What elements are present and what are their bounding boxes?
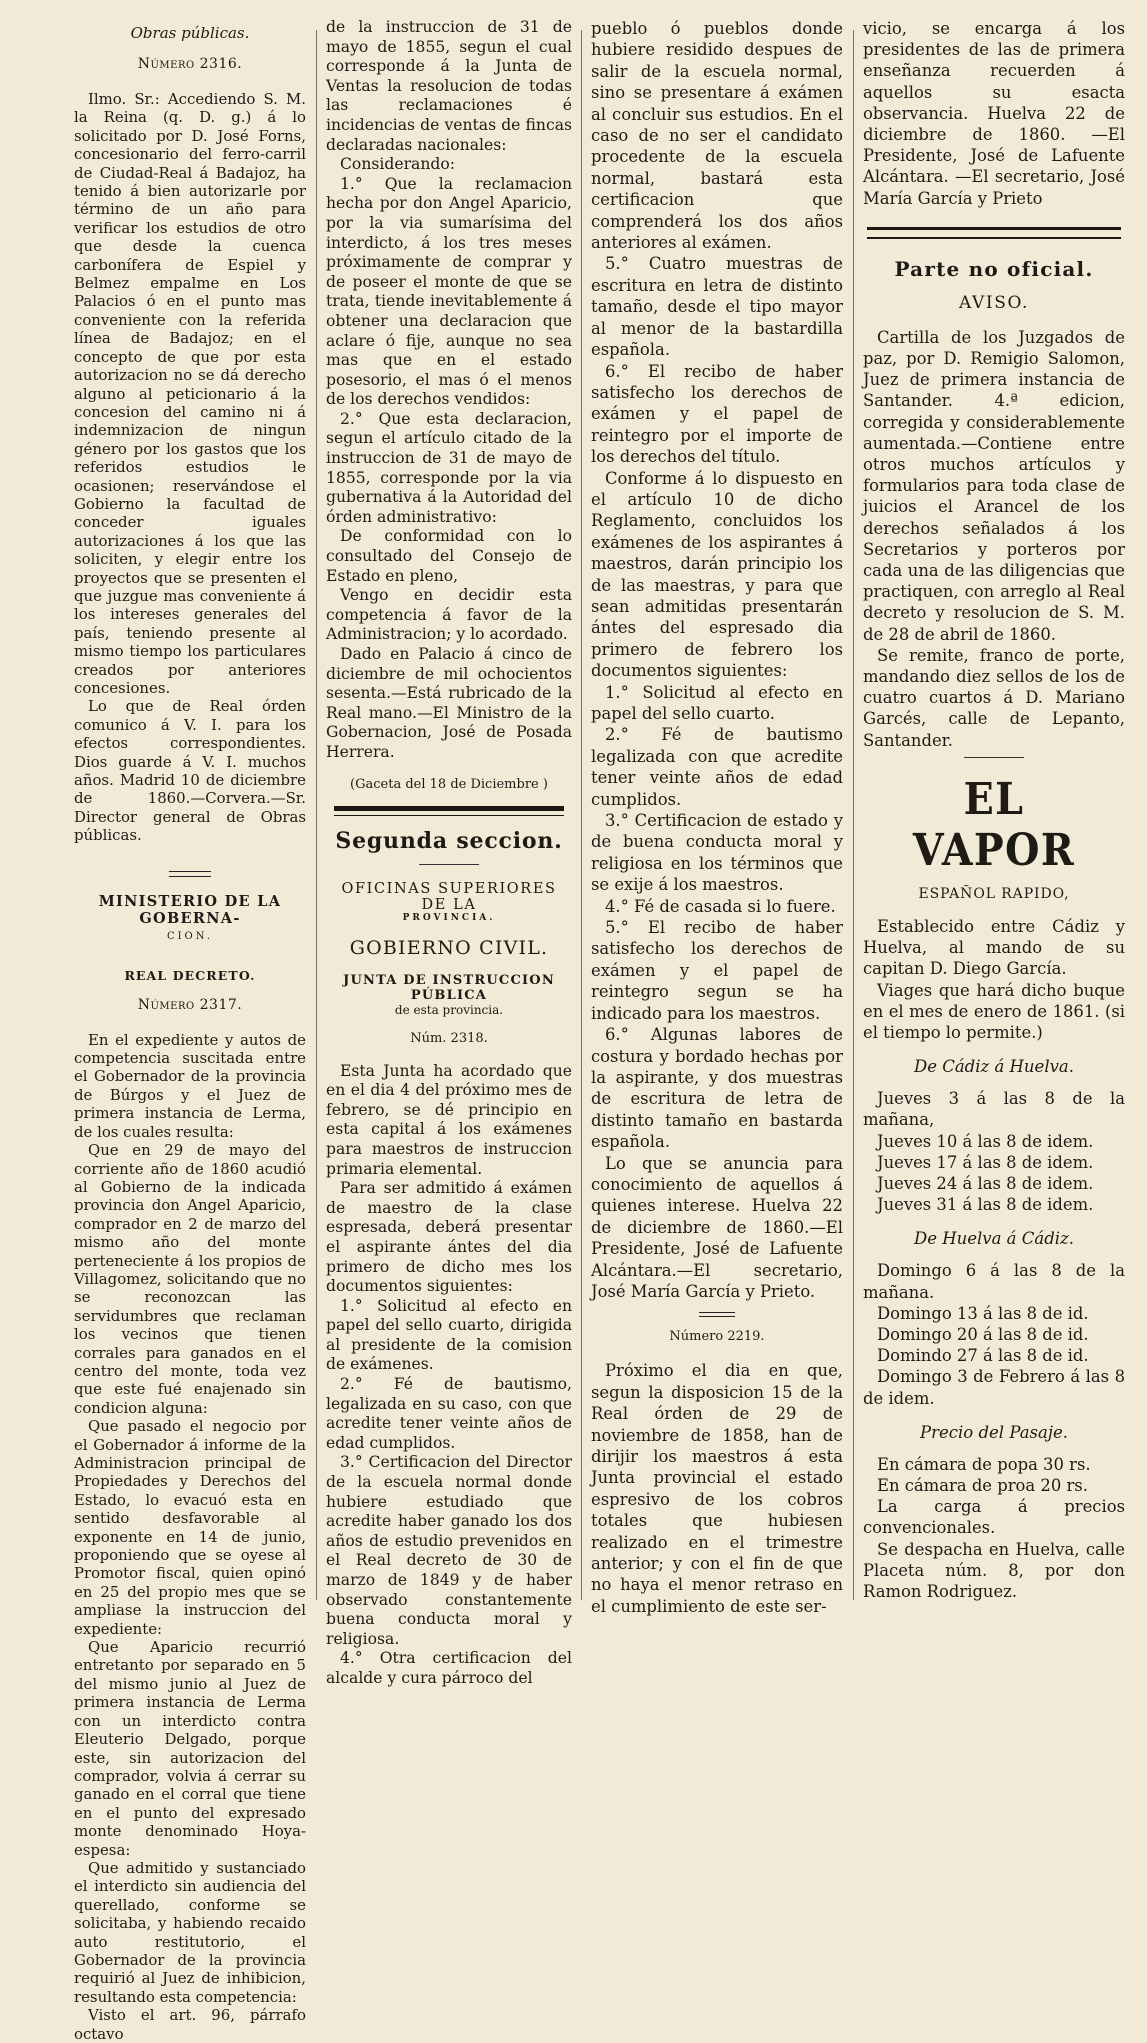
ministry-heading: MINISTERIO DE LA GOBERNA-	[98, 892, 282, 927]
decree-heading: REAL DECRETO.	[124, 967, 256, 983]
paragraph: Dado en Palacio á cinco de diciembre de mil ochocientos sesenta.—Está rubricado de la Real mano.—El Ministro de la Gobernacion, José de Posada Herrera.	[326, 645, 572, 761]
paragraph: Ilmo. Sr.: Accediendo S. M. la Reina (q. D. g.) á lo solicitado por D. José Forns, concesionario del ferro-carril de Ciudad-Real á Badajoz, ha tenido á bien autorizarle por término de un año para verificar los estudios de otro que desde la cuenca carbonífera de Espiel y Belmez empalme en Los Palacios ó en el punto mas conveniente con la referida línea de Badajoz; en el concepto de que por esta autorizacion no se dá derecho alguno al peticionario á la concesion del camino ni á indemnizacion de ningun género por los gastos que los referidos estudios le ocasionen; reservándose el Gobierno la facultad de conceder iguales autorizaciones á los que las soliciten, y elegir entre los proyectos que se presenten el que juzgue mas conveniente á los intereses generales del país, teniendo presente al mismo tiempo los particulares creados por anteriores concesiones.	[74, 90, 306, 697]
paragraph: Visto el art. 96, párrafo octavo	[74, 2006, 306, 2043]
paragraph: Lo que se anuncia para conocimiento de aquellos á quienes interese. Huelva 22 de diciembre de 1860.—El Presidente, José de Lafuente Alcántara.—El secretario, José María García y Prieto.	[591, 1153, 843, 1301]
paragraph: 5.° Cuatro muestras de escritura en letra de distinto tamaño, desde el tipo mayor al menor de la bastardilla española.	[591, 254, 843, 360]
section-title: Obras públicas.	[130, 24, 250, 42]
paragraph: 5.° El recibo de haber satisfecho los derechos de exámen y el papel de reintegro segun se ha indicado para los maestros.	[591, 918, 843, 1023]
notice-number: Número 2219.	[669, 1329, 765, 1345]
paragraph: 6.° Algunas labores de costura y bordado hechas por la aspirante, y dos muestras de escritura de letra de distinto tamaño en bastarda española.	[591, 1025, 843, 1152]
paragraph: Que en 29 de mayo del corriente año de 1860 acudió al Gobierno de la indicada provincia don Angel Aparicio, comprador en 2 de marzo del mismo año del monte perteneciente á los propios de Villagomez, solicitando que no se reconozcan las servidumbres que reclaman los vecinos que tienen corrales para ganados en el centro del monte, toda vez que este fué enajenado sin condicion alguna:	[74, 1141, 306, 1417]
vapor-heading: EL VAPOR	[912, 773, 1076, 876]
gaceta-reference: (Gaceta del 18 de Diciembre )	[350, 776, 548, 792]
vapor-subheading: ESPAÑOL RAPIDO,	[918, 885, 1070, 902]
schedule-line: Domingo 20 á las 8 de id.	[877, 1324, 1089, 1344]
paragraph: Para ser admitido á exámen de maestro de la clase espresada, deberá presentar el aspirante ántes del dia primero de dicho mes los documentos siguientes:	[326, 1179, 572, 1296]
section-heading: Parte no oficial.	[894, 256, 1094, 281]
paragraph: Considerando:	[340, 155, 455, 174]
notice-number: Núm. 2318.	[410, 1030, 488, 1046]
paragraph: Vengo en decidir esta competencia á favor de la Administracion; y lo acordado.	[326, 586, 572, 644]
offices-heading: OFICINAS SUPERIORES DE LA	[341, 880, 557, 913]
paragraph: Que Aparicio recurrió entretanto por separado en 5 del mismo junio al Juez de primera instancia de Lerma con un interdicto contra Eleuterio Delgado, porque este, sin autorizacion del comprador, volvia á cerrar su ganado en el corral que tiene en el punto del expresado monte denominado Hoya-espesa:	[74, 1638, 306, 1859]
offices-heading-cont: PROVINCIA.	[402, 912, 496, 923]
paragraph: Próximo el dia en que, segun la disposicion 15 de la Real órden de 29 de noviembre de 1858, han de dirijir los maestros á esta Junta provincial el estado espresivo de los cobros totales que hubiesen realizado en el trimestre anterior; y con el fin de que no haya el menor retraso en el cumplimiento de este ser-	[591, 1361, 843, 1616]
junta-subheading: de esta provincia.	[394, 1002, 504, 1017]
short-rule	[419, 864, 479, 865]
paragraph: Cartilla de los Juzgados de paz, por D. Remigio Salomon, Juez de primera instancia de Santander. 4.ª edicion, corregida y considerablemente aumentada.—Contiene entre otros muchos artículos y formularios para toda clase de juicios el Arancel de los derechos señalados á los Secretarios y porteros por cada una de las diligencias que practiquen, con arreglo al Real decreto y resolucion de S. M. de 28 de abril de 1860.	[863, 327, 1125, 644]
paragraph: En el expediente y autos de competencia suscitada entre el Gobernador de la provincia de Búrgos y el Juez de primera instancia de Lerma, de los cuales resulta:	[74, 1030, 306, 1141]
column-2	[326, 18, 572, 1687]
route-heading: De Cádiz á Huelva.	[913, 1057, 1075, 1077]
paragraph: 1.° Que la reclamacion hecha por don Angel Aparicio, por la via sumarísima del interdicto, á los tres meses próximamente de comprar y de poseer el monte de que se trata, tiende inevitablemente á obtener una declaracion que aclare ó fije, aunque no sea mas que en el estado posesorio, el mas ó el menos de los derechos vendidos:	[326, 174, 572, 409]
paragraph: 2.° Fé de bautismo legalizada con que acredite tener veinte años de edad cumplidos.	[591, 725, 843, 809]
schedule-line: Domingo 13 á las 8 de id.	[877, 1303, 1089, 1323]
thin-rule	[334, 815, 564, 816]
gobierno-heading: GOBIERNO CIVIL.	[349, 936, 549, 959]
paragraph: Se remite, franco de porte, mandando diez sellos de los de cuatro cuartos á D. Mariano Garcés, calle de Lepanto, Santander.	[863, 645, 1125, 750]
notice-number: Número 2317.	[137, 996, 243, 1013]
paragraph: Se despacha en Huelva, calle Placeta núm. 8, por don Ramon Rodriguez.	[863, 1539, 1125, 1601]
schedule-line: Jueves 17 á las 8 de idem.	[877, 1152, 1094, 1172]
column-1	[74, 18, 306, 2043]
column-3	[591, 18, 843, 1616]
paragraph: 1.° Solicitud al efecto en papel del sello cuarto, dirigida al presidente de la comision de exámenes.	[326, 1296, 572, 1374]
paragraph: De conformidad con lo consultado del Consejo de Estado en pleno,	[326, 527, 572, 585]
ornament-divider	[169, 871, 211, 877]
paragraph: 4.° Otra certificacion del alcalde y cura párroco del	[326, 1649, 572, 1687]
paragraph: 6.° El recibo de haber satisfecho los derechos de exámen y el papel de reintegro por el importe de los derechos del título.	[591, 361, 843, 467]
aviso-heading: AVISO.	[958, 292, 1029, 313]
short-rule	[964, 757, 1024, 758]
route-heading: De Huelva á Cádiz.	[913, 1229, 1075, 1249]
paragraph: Lo que de Real órden comunico á V. I. para los efectos correspondientes. Dios guarde á V. I. muchos años. Madrid 10 de diciembre de 1860.—Corvera.—Sr. Director general de Obras públicas.	[74, 697, 306, 845]
junta-heading: JUNTA DE INSTRUCCION PÚBLICA	[343, 972, 555, 1003]
column-rule	[581, 30, 582, 1600]
schedule-line: Domingo 3 de Febrero á las 8 de idem.	[863, 1367, 1125, 1408]
paragraph: Que pasado el negocio por el Gobernador á informe de la Administracion principal de Propiedades y Derechos del Estado, lo evacuó esta en sentido desfavorable al exponente en 14 de junio, proponiendo que se oyese al Promotor fiscal, quien opinó en 25 del propio mes que se ampliase la instruccion del expediente:	[74, 1417, 306, 1638]
paragraph: 1.° Solicitud al efecto en papel del sello cuarto.	[591, 682, 843, 723]
paragraph: 2.° Fé de bautismo, legalizada en su caso, con que acredite tener veinte años de edad cumplidos.	[326, 1375, 572, 1452]
paragraph: 3.° Certificacion de estado y de buena conducta moral y religiosa en los términos que se exije á los maestros.	[591, 811, 843, 895]
column-rule	[316, 30, 317, 1600]
schedule-line: Jueves 24 á las 8 de idem.	[877, 1173, 1094, 1193]
paragraph: de la instruccion de 31 de mayo de 1855, segun el cual corresponde á la Junta de Ventas la resolucion de todas las reclamaciones é incidencias de ventas de fincas declaradas nacionales:	[326, 18, 572, 154]
notice-number: Número 2316.	[137, 56, 243, 72]
paragraph: Conforme á lo dispuesto en el artículo 10 de dicho Reglamento, concluidos los exámenes de los aspirantes á maestros, darán principio los de las maestras, y para que sean admitidas presentarán ántes del espresado dia primero de febrero los documentos siguientes:	[591, 468, 843, 681]
price-line: En cámara de popa 30 rs.	[877, 1454, 1091, 1474]
paragraph: Viages que hará dicho buque en el mes de enero de 1861. (si el tiempo lo permite.)	[863, 980, 1125, 1042]
thick-rule	[334, 806, 564, 811]
schedule-line: Jueves 3 á las 8 de la mañana,	[863, 1089, 1125, 1130]
paragraph: Que admitido y sustanciado el interdicto sin audiencia del querellado, conforme se solicitaba, y habiendo recaido auto restitutorio, el Gobernador de la provincia requirió al Juez de inhibicion, resultando esta competencia:	[74, 1858, 306, 2006]
schedule-line: Jueves 31 á las 8 de idem.	[877, 1195, 1094, 1215]
schedule-line: Domingo 6 á las 8 de la mañana.	[863, 1261, 1125, 1302]
price-line: La carga á precios convencionales.	[863, 1497, 1125, 1538]
paragraph: vicio, se encarga á los presidentes de las de primera enseñanza recuerden á aquellos su esacta observancia. Huelva 22 de diciembre de 1860. —El Presidente, José de Lafuente Alcántara. —El secretario, José María García y Prieto	[863, 19, 1125, 208]
column-4	[863, 18, 1125, 1600]
paragraph: pueblo ó pueblos donde hubiere residido despues de salir de la escuela normal, sino se presentare á exámen al concluir sus estudios. En el caso de no ser el candidato procedente de la escuela normal, bastará esta certificacion que comprenderá los dos años anteriores al exámen.	[591, 19, 843, 253]
paragraph: 4.° Fé de casada si lo fuere.	[605, 896, 836, 916]
paragraph: Esta Junta ha acordado que en el dia 4 del próximo mes de febrero, se dé principio en esta capital á los exámenes para maestros de instruccion primaria elemental.	[326, 1061, 572, 1178]
schedule-line: Domindo 27 á las 8 de id.	[877, 1346, 1089, 1366]
double-rule	[867, 227, 1121, 239]
ministry-heading-cont: CION.	[166, 930, 214, 942]
paragraph: 3.° Certificacion del Director de la escuela normal donde hubiere estudiado que acredite haber ganado los dos años de estudio prevenidos en el Real decreto de 30 de marzo de 1849 y de haber observado constantemente buena conducta moral y religiosa.	[326, 1453, 572, 1648]
price-line: En cámara de proa 20 rs.	[877, 1475, 1088, 1495]
column-rule	[853, 30, 854, 1600]
paragraph: Establecido entre Cádiz y Huelva, al mando de su capitan D. Diego García.	[863, 916, 1125, 979]
schedule-line: Jueves 10 á las 8 de idem.	[877, 1131, 1094, 1151]
section-heading: Segunda seccion.	[335, 827, 563, 854]
ornament-divider	[699, 1312, 735, 1317]
price-heading: Precio del Pasaje.	[920, 1422, 1068, 1442]
paragraph: 2.° Que esta declaracion, segun el artículo citado de la instruccion de 31 de mayo de 1855, corresponde por la via gubernativa á la Autoridad del órden administrativo:	[326, 409, 572, 526]
